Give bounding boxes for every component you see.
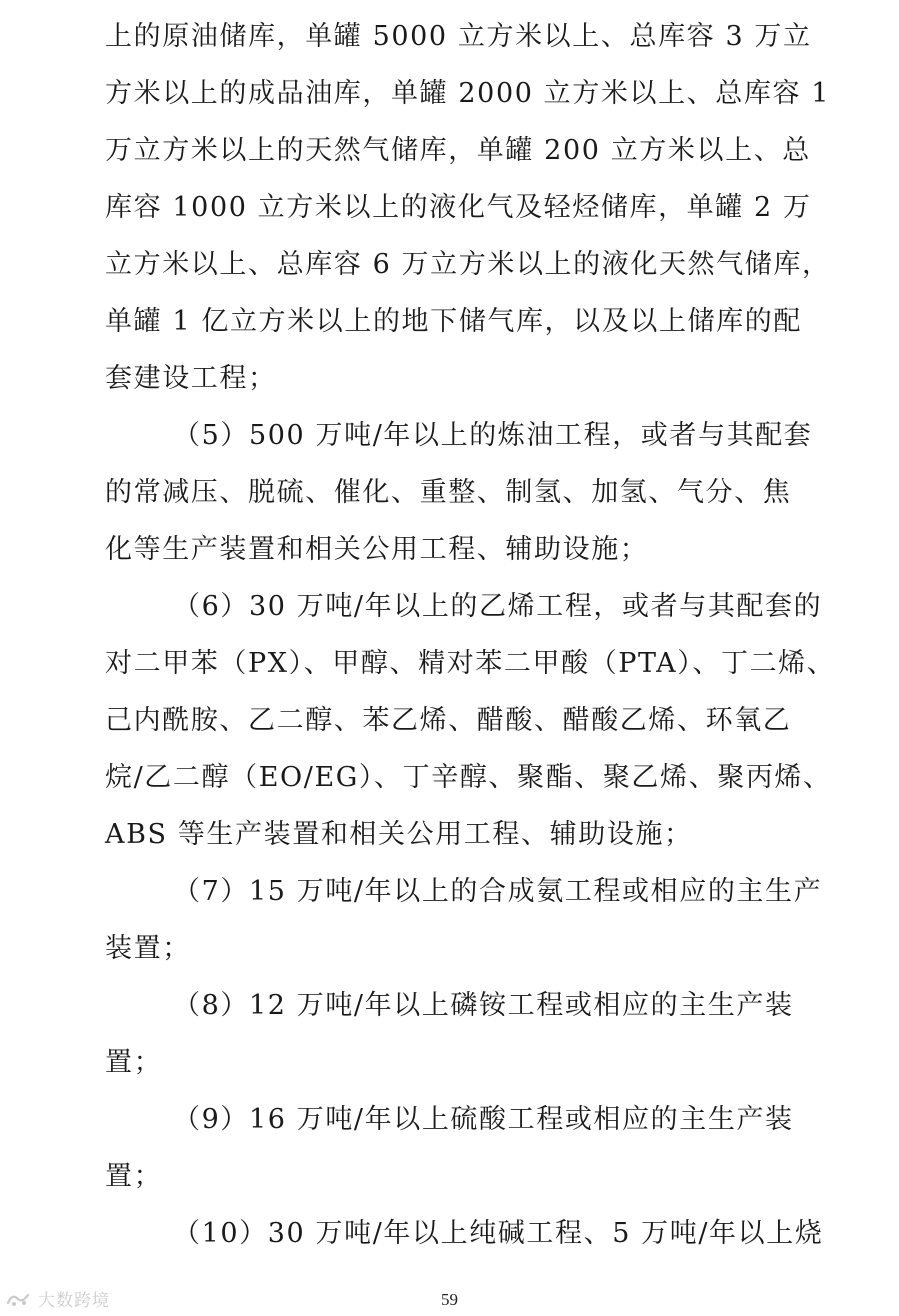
- text-line: 置；: [105, 1161, 163, 1192]
- text-line: 装置；: [105, 933, 191, 964]
- text-line: 立方米以上、总库容 6 万立方米以上的液化天然气储库，: [105, 249, 831, 280]
- text-line: 对二甲苯（PX）、甲醇、精对苯二甲酸（PTA）、丁二烯、: [105, 648, 836, 679]
- text-line: （7）15 万吨/年以上的合成氨工程或相应的主生产: [173, 876, 823, 907]
- text-line: 方米以上的成品油库，单罐 2000 立方米以上、总库容 1: [105, 78, 831, 109]
- text-line: 烷/乙二醇（EO/EG）、丁辛醇、聚酯、聚乙烯、聚丙烯、: [105, 762, 832, 793]
- text-line: 库容 1000 立方米以上的液化气及轻烃储库，单罐 2 万: [105, 192, 812, 223]
- brand-logo-icon: [6, 1289, 32, 1309]
- page-number: 59: [441, 1290, 458, 1309]
- document-body: [105, 8, 836, 1262]
- watermark-text: 大数跨境: [38, 1291, 110, 1311]
- text-line: （6）30 万吨/年以上的乙烯工程，或者与其配套的: [173, 591, 823, 622]
- text-line: 化等生产装置和相关公用工程、辅助设施；: [105, 534, 649, 565]
- text-line: ABS 等生产装置和相关公用工程、辅助设施；: [105, 819, 693, 850]
- text-line: 单罐 1 亿立方米以上的地下储气库，以及以上储库的配: [105, 306, 802, 337]
- text-line: （9）16 万吨/年以上硫酸工程或相应的主生产装: [173, 1104, 794, 1135]
- watermark: [6, 1286, 110, 1311]
- text-line: （10）30 万吨/年以上纯碱工程、5 万吨/年以上烧: [173, 1218, 824, 1249]
- text-line: （8）12 万吨/年以上磷铵工程或相应的主生产装: [173, 990, 794, 1021]
- text-line: 套建设工程；: [105, 363, 277, 394]
- text-line: 置；: [105, 1047, 163, 1078]
- text-line: 上的原油储库，单罐 5000 立方米以上、总库容 3 万立: [105, 21, 812, 52]
- text-line: 己内酰胺、乙二醇、苯乙烯、醋酸、醋酸乙烯、环氧乙: [105, 705, 792, 736]
- text-line: 万立方米以上的天然气储库，单罐 200 立方米以上、总: [105, 135, 811, 166]
- text-line: 的常减压、脱硫、催化、重整、制氢、加氢、气分、焦: [105, 477, 792, 508]
- text-line: （5）500 万吨/年以上的炼油工程，或者与其配套: [173, 420, 813, 451]
